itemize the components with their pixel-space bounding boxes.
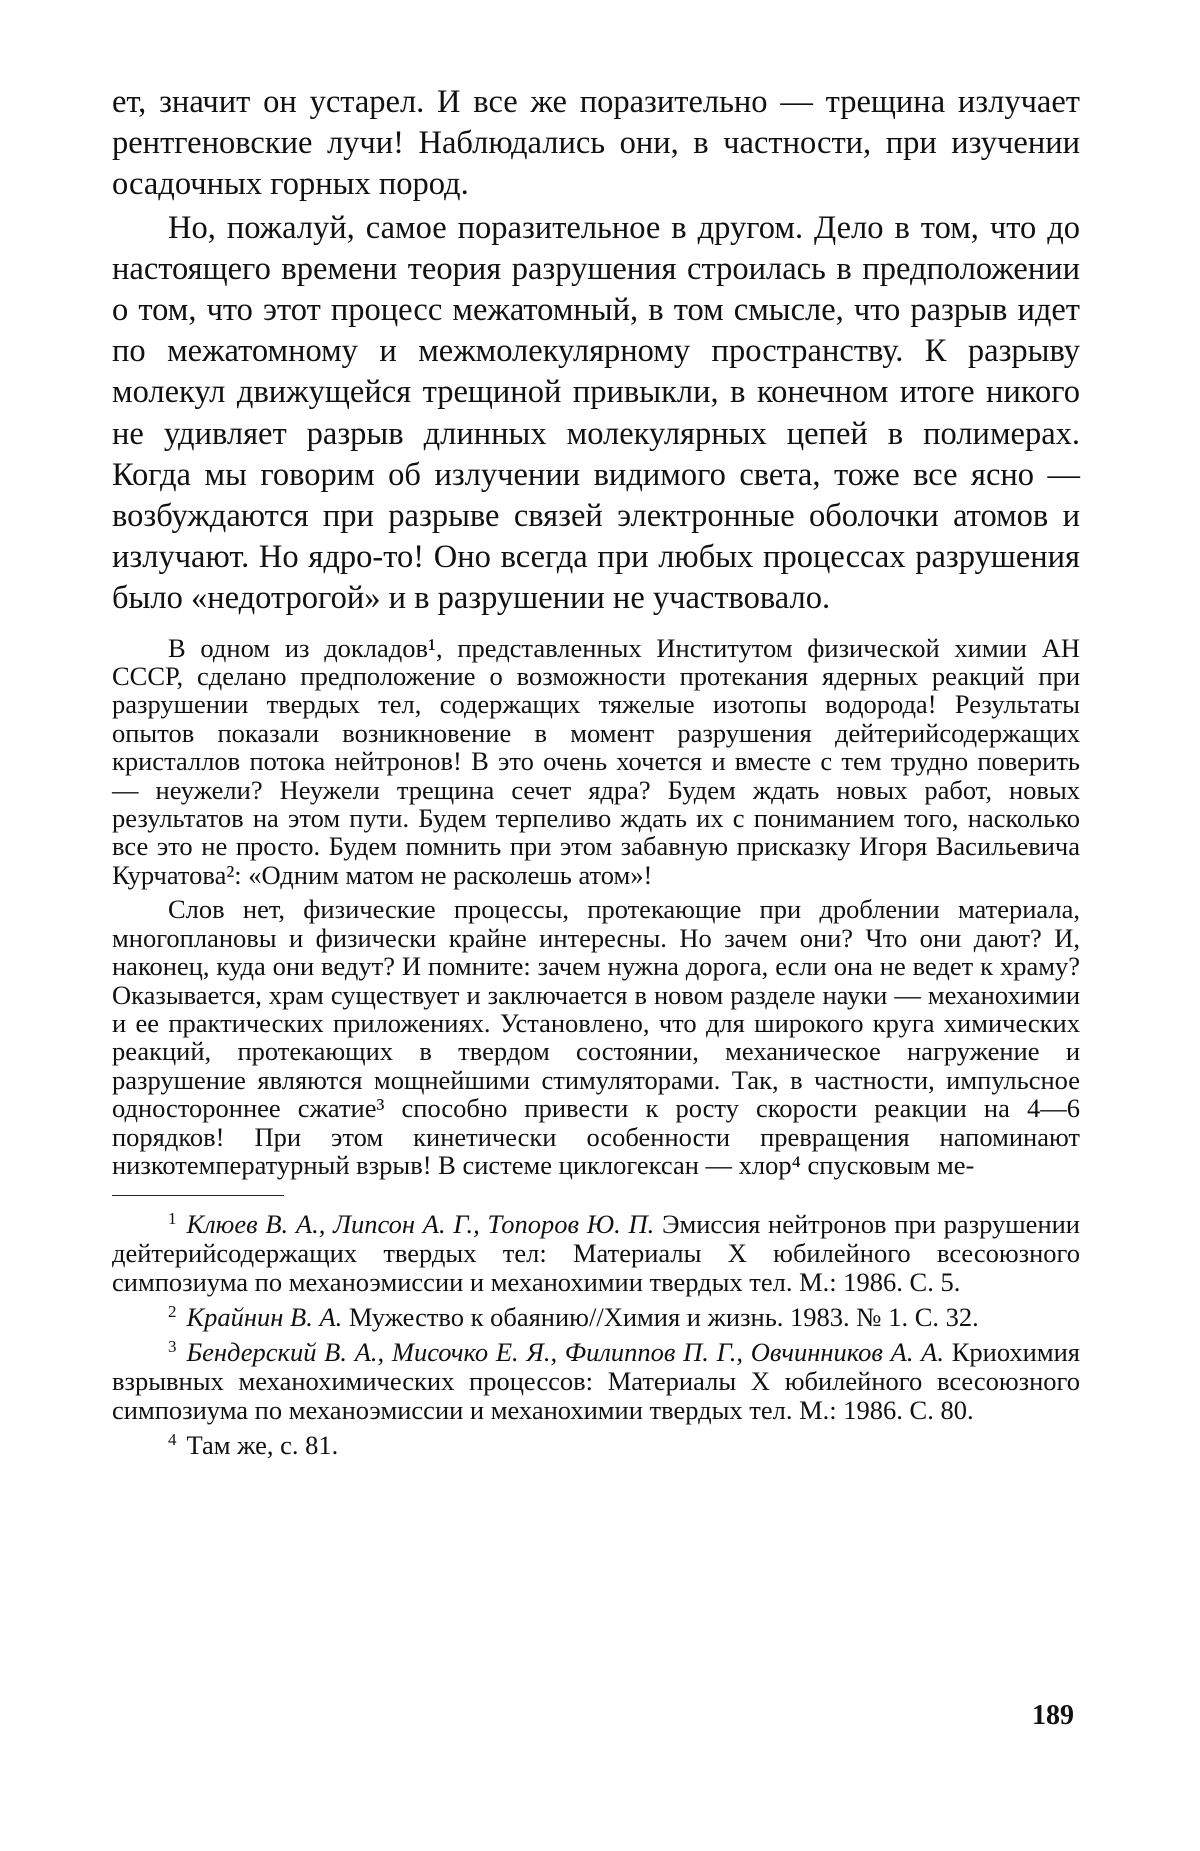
paragraph-continued: ет, значит он устарел. И все же поразительно — трещина излучает рентгеновские лучи! Наблюдались они, в частности, при изучении осадочных горных пород. <box>112 84 1080 203</box>
footnote-4 <box>112 1425 1080 1460</box>
footnote-3 <box>112 1332 1080 1425</box>
footnote-separator <box>112 1195 284 1196</box>
footnote-4-text: Там же, с. 81. <box>186 1430 339 1461</box>
footnote-2-mark: 2 <box>168 1302 177 1322</box>
footnote-2-text: Мужество к обаянию//Химия и жизнь. 1983. № 1. С. 32. <box>342 1302 979 1333</box>
paragraph-mechanochemistry: Слов нет, физические процессы, протекающие при дроблении материала, многоплановы и физически крайне интересны. Но зачем они? Что они дают? И, наконец, куда они ведут? И помните: зачем нужна дорога, если она не ведет к храму? Оказывается, храм существует и заключается в новом разделе науки — механохимии и ее практических приложениях. Установлено, что для широкого круга химических реакций, протекающих в твердом состоянии, механическое нагружение и разрушение являются мощнейшими стимуляторами. Так, в частности, импульсное одностороннее сжатие³ способно привести к росту скорости реакции на 4—6 порядков! При этом кинетически особенности превращения напоминают низкотемпературный взрыв! В системе циклогексан — хлор⁴ спусковым ме- <box>112 894 1080 1180</box>
footnote-2-authors: Крайнин В. А. <box>186 1302 343 1333</box>
footnote-1-text: Эмиссия нейтронов при разрушении дейтерийсодержащих твердых тел: Материалы X юбилейного всесоюзного симпозиума по механоэмиссии и механохимии твердых тел. М.: 1986. С. 5. <box>112 1209 1080 1298</box>
book-page <box>112 82 1080 1460</box>
paragraph-nuclear-reactions: В одном из докладов¹, представленных Институтом физической химии АН СССР, сделано предположение о возможности протекания ядерных реакций при разрушении твердых тел, содержащих тяжелые изотопы водорода! Результаты опытов показали возникновение в момент разрушения дейтерийсодержащих кристаллов потока нейтронов! В это очень хочется и вместе с тем трудно поверить — неужели? Неужели трещина сечет ядра? Будем ждать новых работ, новых результатов на этом пути. Будем терпеливо ждать их с пониманием того, насколько все это не просто. Будем помнить при этом забавную присказку Игоря Васильевича Курчатова²: «Одним матом не расколешь атом»! <box>112 632 1080 890</box>
footnote-3-text: Криохимия взрывных механохимических процессов: Материалы X юбилейного всесоюзного симпозиума по механоэмиссии и механохимии твердых тел. М.: 1986. С. 80. <box>112 1337 1080 1426</box>
footnote-1-authors: Клюев В. А., Липсон А. Г., Топоров Ю. П. <box>186 1209 655 1240</box>
footnote-1 <box>112 1204 1080 1297</box>
footnote-1-mark: 1 <box>168 1209 177 1229</box>
page-number: 189 <box>1032 1700 1074 1731</box>
footnote-3-mark: 3 <box>168 1337 177 1357</box>
paragraph-nucleus: Но, пожалуй, самое поразительное в другом. Дело в том, что до настоящего времени теория разрушения строилась в предположении о том, что этот процесс межатомный, в том смысле, что разрыв идет по межатомному и межмолекулярному пространству. К разрыву молекул движущейся трещиной привыкли, в конечном итоге никого не удивляет разрыв длинных молекулярных цепей в полимерах. Когда мы говорим об излучении видимого света, тоже все ясно — возбуждаются при разрыве связей электронные оболочки атомов и излучают. Но ядро-то! Оно всегда при любых процессах разрушения было «недотрогой» и в разрушении не участвовало. <box>112 209 1080 617</box>
footnote-2 <box>112 1297 1080 1332</box>
footnote-4-mark: 4 <box>168 1430 177 1450</box>
footnote-3-authors: Бендерский В. А., Мисочко Е. Я., Филиппов П. Г., Овчинников А. А. <box>186 1337 944 1368</box>
